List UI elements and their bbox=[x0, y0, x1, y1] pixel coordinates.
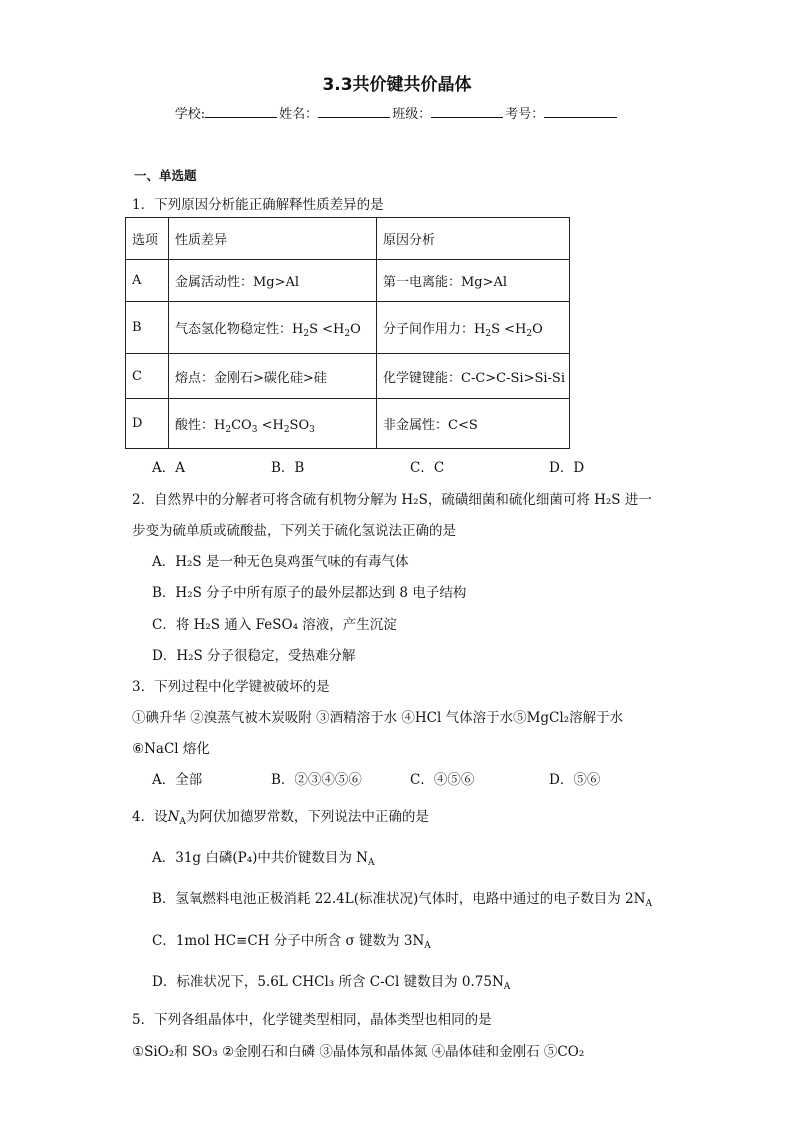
table-cell-reason: 非金属性：C<S bbox=[377, 399, 570, 449]
school-label: 学校: bbox=[174, 107, 206, 122]
text-segment: H bbox=[214, 418, 226, 433]
q3-items-line2: ⑥NaCl 熔化 bbox=[132, 741, 210, 757]
q1-table bbox=[125, 217, 570, 449]
text-segment: S <H bbox=[491, 322, 527, 337]
subscript: 2 bbox=[283, 425, 290, 435]
table-cell-property: 金属活动性：Mg>Al bbox=[169, 260, 377, 302]
q1-stem: 1．下列原因分析能正确解释性质差异的是 bbox=[132, 197, 384, 213]
table-header-cell: 原因分析 bbox=[377, 218, 570, 260]
text-segment: D．标准状况下，5.6L CHCl₃ 所含 C-Cl 键数目为 0.75N bbox=[152, 974, 504, 990]
na-symbol: N bbox=[167, 809, 180, 825]
page-title: 3.3共价键共价晶体 bbox=[322, 75, 472, 95]
q1-choice-c[interactable]: C．C bbox=[410, 460, 445, 476]
q2-choice-b[interactable]: B．H₂S 分子中所有原子的最外层都达到 8 电子结构 bbox=[152, 585, 467, 601]
text-segment: 气态氢化物稳定性： bbox=[175, 322, 293, 337]
q4-choice-b[interactable] bbox=[152, 887, 652, 907]
q1-choice-b[interactable]: B．B bbox=[271, 460, 305, 476]
q3-items-line1: ①碘升华 ②溴蒸气被木炭吸附 ③酒精溶于水 ④HCl 气体溶于水⑤MgCl₂溶解于水 bbox=[132, 710, 624, 726]
q2-stem-line2: 步变为硫单质或硫酸盐，下列关于硫化氢说法正确的是 bbox=[132, 523, 456, 539]
q2-choice-d[interactable]: D．H₂S 分子很稳定，受热难分解 bbox=[152, 648, 356, 664]
subscript: A bbox=[179, 817, 186, 827]
subscript: A bbox=[503, 982, 511, 992]
text-segment: CO bbox=[231, 418, 252, 433]
q1-choice-a[interactable]: A．A bbox=[152, 460, 185, 476]
q1-choice-d[interactable]: D．D bbox=[549, 460, 585, 476]
q2-choice-c[interactable]: C．将 H₂S 通入 FeSO₄ 溶液，产生沉淀 bbox=[152, 617, 397, 633]
table-row bbox=[126, 260, 570, 302]
table-header-row bbox=[126, 218, 570, 260]
text-segment: 4．设 bbox=[132, 809, 168, 825]
subscript: 2 bbox=[526, 329, 533, 339]
text-segment: C．1mol HC≡CH 分子中所含 σ 键数为 3N bbox=[152, 933, 425, 949]
q3-choice-b[interactable]: B．②③④⑤⑥ bbox=[271, 772, 362, 788]
subscript: A bbox=[645, 899, 652, 909]
table-row bbox=[126, 399, 570, 449]
text-segment: A．31g 白磷(P₄)中共价键数目为 N bbox=[152, 850, 368, 866]
q3-stem: 3．下列过程中化学键被破坏的是 bbox=[132, 679, 330, 695]
q4-choice-d[interactable] bbox=[152, 970, 510, 990]
subscript: 2 bbox=[303, 329, 310, 339]
q4-choice-c[interactable] bbox=[152, 929, 431, 949]
table-cell-property bbox=[169, 399, 377, 449]
q3-choice-c[interactable]: C．④⑤⑥ bbox=[410, 772, 475, 788]
subscript: 2 bbox=[485, 329, 492, 339]
name-label: 姓名： bbox=[279, 107, 319, 122]
q4-stem bbox=[132, 805, 429, 825]
text-segment: O bbox=[350, 322, 361, 337]
exam-label: 考号： bbox=[505, 107, 545, 122]
table-cell-option: A bbox=[126, 260, 169, 302]
school-blank[interactable] bbox=[205, 105, 277, 118]
table-cell-reason bbox=[377, 302, 570, 354]
q2-stem-line1: 2．自然界中的分解者可将含硫有机物分解为 H₂S，硫磺细菌和硫化细菌可将 H₂S 进一 bbox=[132, 492, 652, 508]
table-header-cell: 选项 bbox=[126, 218, 169, 260]
text-segment: H bbox=[292, 322, 304, 337]
table-cell-option: B bbox=[126, 302, 169, 354]
table-cell-reason: 化学键键能：C-C>C-Si>Si-Si bbox=[377, 354, 570, 399]
text-segment: 酸性： bbox=[175, 418, 215, 433]
class-label: 班级： bbox=[392, 107, 432, 122]
text-segment: B．氢氧燃料电池正极消耗 22.4L(标准状况)气体时，电路中通过的电子数目为 2N bbox=[152, 891, 646, 907]
q5-items-line1: ①SiO₂和 SO₃ ②金刚石和白磷 ③晶体氖和晶体氮 ④晶体硅和金刚石 ⑤CO₂ bbox=[132, 1044, 585, 1060]
subscript: A bbox=[368, 858, 375, 868]
q4-choice-a[interactable] bbox=[152, 846, 375, 866]
name-blank[interactable] bbox=[318, 105, 390, 118]
q5-stem: 5．下列各组晶体中，化学键类型相同，晶体类型也相同的是 bbox=[132, 1012, 492, 1028]
table-row bbox=[126, 302, 570, 354]
table-cell-property bbox=[169, 302, 377, 354]
subscript: A bbox=[424, 941, 431, 951]
table-row bbox=[126, 354, 570, 399]
subscript: 2 bbox=[225, 425, 232, 435]
table-header-cell: 性质差异 bbox=[169, 218, 377, 260]
text-segment: O bbox=[532, 322, 543, 337]
q3-choice-a[interactable]: A．全部 bbox=[152, 772, 203, 788]
text-segment: SO bbox=[289, 418, 310, 433]
section-title: 一、单选题 bbox=[134, 168, 197, 183]
subscript: 2 bbox=[344, 329, 351, 339]
subscript: 3 bbox=[309, 425, 315, 435]
text-segment: H bbox=[474, 322, 486, 337]
class-blank[interactable] bbox=[431, 105, 503, 118]
text-segment: 为阿伏加德罗常数，下列说法中正确的是 bbox=[185, 809, 429, 825]
table-cell-property: 熔点：金刚石>碳化硅>硅 bbox=[169, 354, 377, 399]
exam-blank[interactable] bbox=[544, 105, 617, 118]
table-cell-reason: 第一电离能：Mg>Al bbox=[377, 260, 570, 302]
table-cell-option: C bbox=[126, 354, 169, 399]
q2-choice-a[interactable]: A．H₂S 是一种无色臭鸡蛋气味的有毒气体 bbox=[152, 554, 409, 570]
text-segment: S <H bbox=[309, 322, 345, 337]
text-segment: <H bbox=[257, 418, 284, 433]
subscript: 3 bbox=[251, 425, 258, 435]
student-info-line bbox=[0, 103, 794, 122]
text-segment: 分子间作用力： bbox=[383, 322, 475, 337]
table-cell-option: D bbox=[126, 399, 169, 449]
q3-choice-d[interactable]: D．⑤⑥ bbox=[549, 772, 601, 788]
